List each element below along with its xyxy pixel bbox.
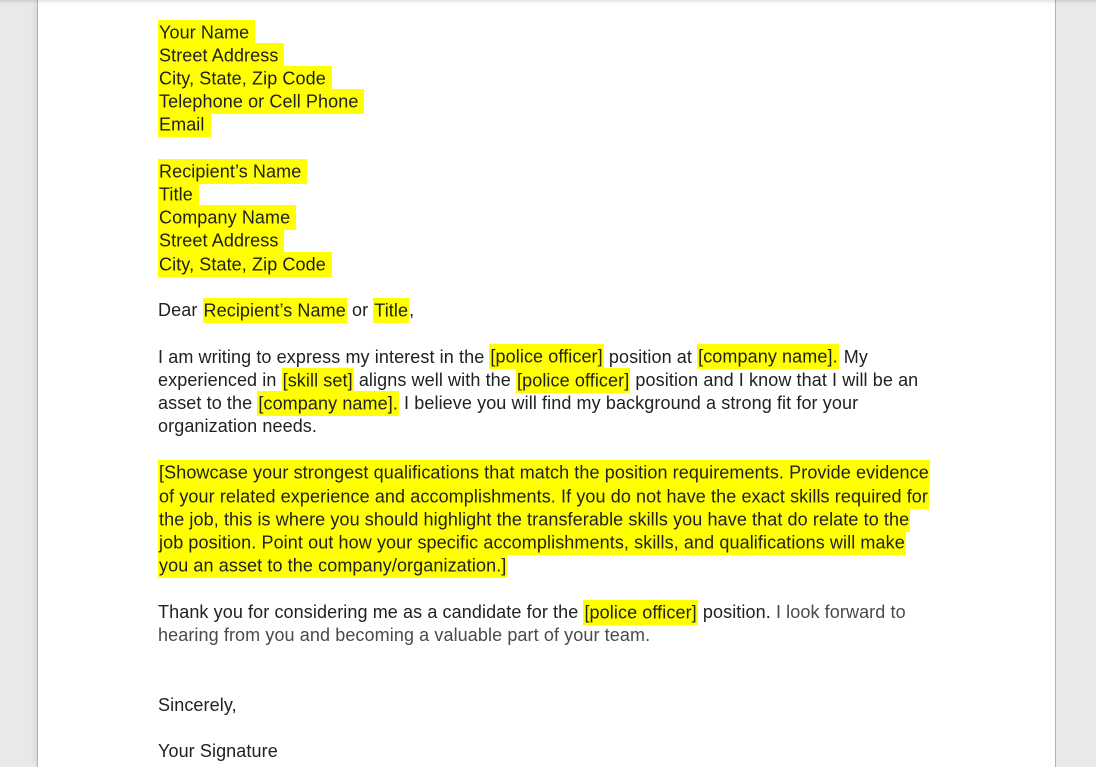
highlighted-text-run: City, State, Zip Code — [158, 252, 332, 277]
address-line — [158, 114, 935, 137]
address-line — [158, 207, 935, 230]
highlighted-text-run: Your Name — [158, 20, 255, 45]
text-run: Your Signature — [158, 741, 278, 762]
blank-line — [158, 717, 935, 740]
highlighted-text-run: [Showcase your strongest qualifications that match the position requirements. Provide evidence of your related experience and accomplishments. If you do not have the exact skills required for the job, this is where you should highlight the transferable skills you have that do relate to the job position. Point out how your specific accomplishments, skills, and qualifications will make you an asset to the company/organization.] — [158, 460, 930, 578]
document-page[interactable] — [37, 0, 1056, 767]
blank-line — [158, 276, 935, 299]
highlighted-text-run: Email — [158, 112, 211, 137]
text-run: I believe you will find my background a strong fit for your organization needs. — [158, 393, 859, 437]
highlighted-text-run: Telephone or Cell Phone — [158, 89, 364, 114]
text-run: Thank you for considering me as a candidate for the — [158, 602, 584, 623]
address-line — [158, 160, 935, 183]
highlighted-text-run: Recipient’s Name — [158, 159, 307, 184]
blank-line — [158, 671, 935, 694]
highlighted-text-run: Company Name — [158, 205, 296, 230]
paragraph — [158, 462, 935, 578]
paragraph — [158, 740, 935, 763]
text-run: I am writing to express my interest in the — [158, 346, 490, 367]
address-line — [158, 253, 935, 276]
highlighted-text-run: [company name]. — [697, 344, 839, 369]
highlighted-text-run: [police officer] — [516, 368, 630, 393]
address-line — [158, 91, 935, 114]
address-line — [158, 67, 935, 90]
highlighted-text-run: Street Address — [158, 43, 284, 68]
text-run: position. — [697, 602, 776, 623]
canvas-gutter-right — [1056, 0, 1096, 767]
highlighted-text-run: [skill set] — [282, 368, 354, 393]
highlighted-text-run: Title — [373, 298, 409, 323]
highlighted-text-run: [company name]. — [257, 391, 399, 416]
highlighted-text-run: [police officer] — [583, 600, 697, 625]
paragraph — [158, 601, 935, 647]
text-run: I look forward to hearing from you and becoming a valuable part of your team. — [158, 602, 906, 646]
highlighted-text-run: Street Address — [158, 228, 284, 253]
paragraph — [158, 694, 935, 717]
highlighted-text-run: [police officer] — [489, 344, 603, 369]
blank-line — [158, 323, 935, 346]
blank-line — [158, 137, 935, 160]
text-run: Dear — [158, 300, 203, 321]
text-run: position and I know that I will be an asset to the — [158, 370, 919, 414]
address-line — [158, 183, 935, 206]
address-line — [158, 21, 935, 44]
highlighted-text-run: City, State, Zip Code — [158, 66, 332, 91]
canvas-gutter-left — [0, 0, 37, 767]
text-run: position at — [603, 346, 698, 367]
letter-body — [158, 21, 935, 764]
address-line — [158, 230, 935, 253]
paragraph — [158, 299, 935, 322]
address-line — [158, 44, 935, 67]
blank-line — [158, 578, 935, 601]
blank-line — [158, 647, 935, 670]
text-run: or — [346, 300, 374, 321]
highlighted-text-run: Title — [158, 182, 199, 207]
paragraph — [158, 346, 935, 439]
highlighted-text-run: Recipient’s Name — [203, 298, 347, 323]
text-run: Sincerely, — [158, 694, 237, 715]
blank-line — [158, 439, 935, 462]
text-run: My experienced in — [158, 346, 868, 391]
text-run: , — [409, 300, 415, 321]
text-run: aligns well with the — [353, 370, 516, 391]
